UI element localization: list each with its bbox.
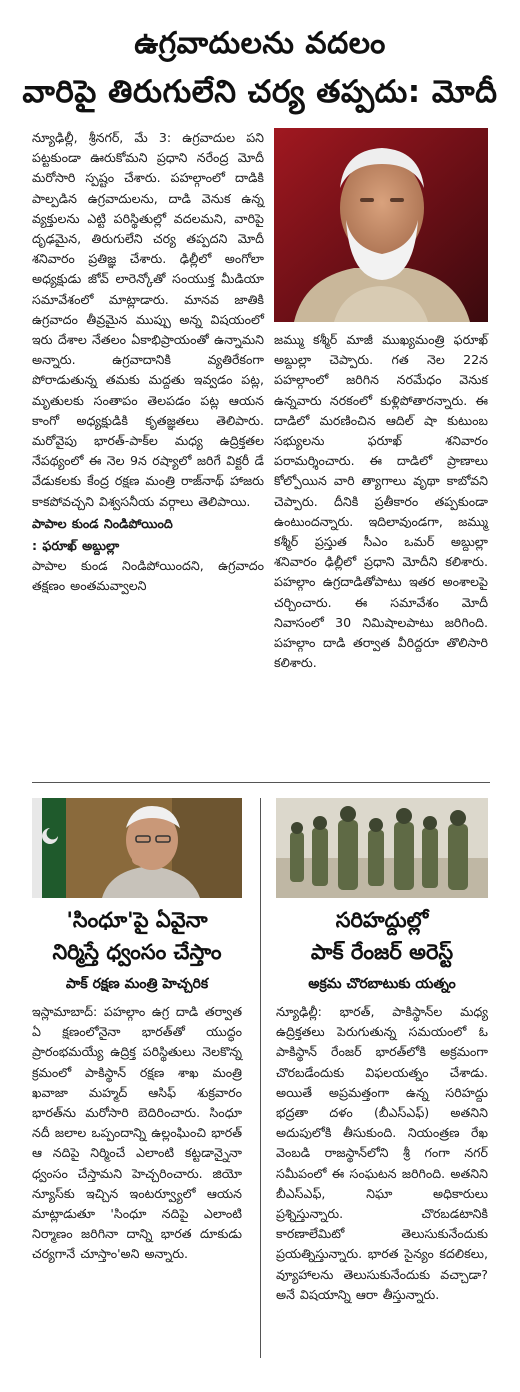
main-story-right-column <box>274 330 488 673</box>
right-story-body: న్యూఢిల్లీ: భారత్, పాకిస్థాన్‌ల మధ్య ఉద్రిక్తతలు పెరుగుతున్న సమయంలో ఓ పాకిస్థాన్ రేంజర్ భారత్‌లోకి అక్రమంగా చొరబడేందుకు విఫలయత్నం చేశాడు. అయితే అప్రమత్తంగా ఉన్న సరిహద్దు భద్రతా దళం (బీఎస్ఎఫ్) అతనిని అదుపులోకి తీసుకుంది. నియంత్రణ రేఖ వెంబడి రాజస్థాన్‌లోని శ్రీ గంగా నగర్ సమీపంలో ఈ సంఘటన జరిగింది. అతనిని బీఎస్ఎఫ్, నిఘా అధికారులు ప్రశ్నిస్తున్నారు. చొరబడటానికి కారణాలేమిటో తెలుసుకునేందుకు ప్రయత్నిస్తున్నారు. భారత సైన్యం కదలికలు, వ్యూహాలను తెలుసుకునేందుకు వచ్చాడా? అనే విషయాన్ని ఆరా తీస్తున్నారు. <box>276 1004 488 1302</box>
left-story-kicker: పాక్ రక్షణ మంత్రి హెచ్చరిక <box>65 976 209 992</box>
main-headline-line1: ఉగ్రవాదులను వదలం <box>134 26 386 61</box>
left-story-headline-line2: నిర్మిస్తే ధ్వంసం చేస్తాం <box>52 940 222 964</box>
quote-byline: : ఫరూఖ్ అబ్దుల్లా <box>32 538 120 554</box>
vertical-separator <box>260 798 261 1358</box>
bsf-soldiers-photo <box>276 798 488 898</box>
main-story-left-column <box>32 128 264 597</box>
right-story-kicker: అక్రమ చొరబాటుకు యత్నం <box>308 976 456 992</box>
right-story-headline-line2: పాక్ రేంజర్ అరెస్ట్ <box>310 940 454 964</box>
pak-minister-photo <box>32 798 242 898</box>
right-story-headline-line1: సరిహద్దుల్లో <box>335 908 429 932</box>
left-story-body: ఇస్లామాబాద్: పహల్గాం ఉగ్ర దాడి తర్వాత ఏ క్షణంలోనైనా భారత్‌తో యుద్ధం ప్రారంభమయ్యే ఉద్రిక్త పరిస్థితులు నెలకొన్న క్రమంలో పాకిస్థాన్ రక్షణ శాఖ మంత్రి ఖవాజా మహ్మద్ ఆసిఫ్ శుక్రవారం భారత్‌ను మరోసారి బెదిరించారు. సింధూ నదీ జలాల ఒప్పందాన్ని ఉల్లంఘించి భారత్ ఆ నదిపై నిర్మించే ఎలాంటి కట్టడాన్నైనా ధ్వంసం చేస్తామని హెచ్చరించారు. జియో న్యూస్‌కు ఇచ్చిన ఇంటర్వ్యూలో ఆయన మాట్లాడుతూ 'సింధూ నదిపై ఎలాంటి నిర్మాణం జరిగినా దాన్ని భారత దూకుడు చర్యగానే చూస్తాం'అని అన్నారు. <box>32 1004 242 1262</box>
left-story-headline-line1: 'సింధూ'పై ఏవైనా <box>66 908 208 932</box>
quote-subhead: పాపాల కుండ నిండిపోయింది <box>32 515 173 531</box>
left-story-column <box>32 1002 242 1265</box>
main-story-body: న్యూఢిల్లీ, శ్రీనగర్, మే 3: ఉగ్రవాదుల పని పట్టకుండా ఊరుకోమని ప్రధాని నరేంద్ర మోదీ మరోసారి స్పష్టం చేశారు. పహల్గాంలో దాడికి పాల్పడిన ఉగ్రవాదులను, దాడి వెనుక ఉన్న వ్యక్తులను ఎట్టి పరిస్థితుల్లో వదలమని, వారిపై దృఢమైన, తిరుగులేని చర్య తప్పదని మోదీ శనివారం ప్రతిజ్ఞ చేశారు. ఢిల్లీలో అంగోలా అధ్యక్షుడు జోవ్ లారెన్కోతో సంయుక్త మీడియా సమావేశంలో మాట్లాడారు. మానవ జాతికి ఉగ్రవాదం తీవ్రమైన ముప్పు అన్న విషయంలో ఇరు దేశాల నేతలం ఏకాభిప్రాయంతో ఉన్నామని అన్నారు. ఉగ్రవాదానికి వ్యతిరేకంగా పోరాడుతున్న తమకు మద్దతు ఇవ్వడం పట్ల, మృతులకు సంతాపం తెలపడం పట్ల ఆయన కాంగో అధ్యక్షుడికి కృతజ్ఞతలు తెలిపారు. మరోవైపు భారత్-పాక్‌ల మధ్య ఉద్రిక్తతల నేపథ్యంలో ఈ నెల 9న రష్యాలో జరిగే విక్టరీ డే వేడుకలకు కేంద్ర రక్షణ మంత్రి రాజ్‌నాథ్ హాజరు కాకపోవచ్చని విశ్వసనీయ వర్గాలు తెలిపాయి. <box>32 130 264 509</box>
horizontal-separator <box>32 782 490 783</box>
main-story-continuation: జమ్ము కశ్మీర్ మాజీ ముఖ్యమంత్రి ఫరూఖ్ అబ్దుల్లా చెప్పారు. గత నెల 22న పహల్గాంలో జరిగిన నరమేధం వెనుక ఉన్నవారు నరకంలో కుళ్లిపోతారన్నారు. ఈ దాడిలో మరణించిన ఆదిల్ షా కుటుంబ సభ్యులను ఫరూఖ్ శనివారం పరామర్శించారు. ఈ దాడిలో ప్రాణాలు కోల్పోయిన వారి త్యాగాలు వృథా కాబోవని చెప్పారు. దీనికి ప్రతీకారం తప్పకుండా ఉంటుందన్నారు. ఇదిలావుండగా, జమ్ము కశ్మీర్ ప్రస్తుత సీఎం ఒమర్ అబ్దుల్లా శనివారం ఢిల్లీలో ప్రధాని మోదీని కలిశారు. పహల్గాం ఉగ్రదాడితోపాటు ఇతర అంశాలపై చర్చించారు. ఈ సమావేశం మోదీ నివాసంలో 30 నిమిషాలపాటు జరిగింది. పహల్గాం దాడి తర్వాత వీరిద్దరూ తొలిసారి కలిశారు. <box>274 332 488 671</box>
main-headline-line2: వారిపై తిరుగులేని చర్య తప్పదు: మోదీ <box>22 74 498 110</box>
main-story-left-tail: పాపాల కుండ నిండిపోయిందని, ఉగ్రవాదం తక్షణం అంతమవ్వాలని <box>32 558 264 594</box>
right-story-column <box>276 1002 488 1305</box>
modi-photo <box>274 128 488 322</box>
